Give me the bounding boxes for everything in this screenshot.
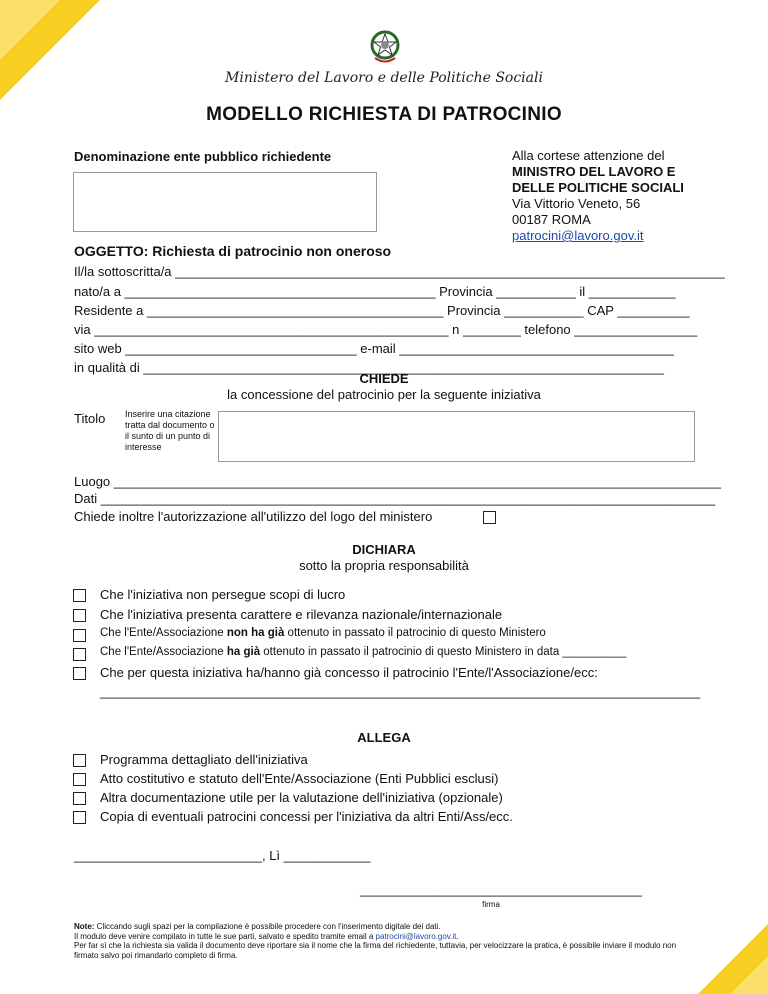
- dichiara-subheading: sotto la propria responsabilità: [299, 558, 469, 573]
- address-line: MINISTRO DEL LAVORO E: [512, 164, 676, 179]
- dichiara-item: [100, 627, 546, 639]
- field-sottoscritto[interactable]: Il/la sottoscritta/a ____________________________________________________________________________: [74, 264, 725, 279]
- allega-item: Atto costitutivo e statuto dell'Ente/Associazione (Enti Pubblici esclusi): [100, 771, 499, 786]
- email-link[interactable]: patrocini@lavoro.gov.it: [512, 228, 644, 243]
- signature-field[interactable]: _______________________________________: [360, 882, 642, 897]
- address-line: 00187 ROMA: [512, 212, 591, 227]
- allega-heading: ALLEGA: [357, 730, 411, 745]
- item-emphasis: non ha già: [226, 627, 285, 639]
- note-text: Per far sì che la richiesta sia valida il documento deve riportare sia il nome che la firma del richiedente, tuttavia, per velocizzare la pratica, è possibile inviare il modulo non firmato salvo poi rimandarlo completo di firma.: [74, 941, 677, 960]
- field-nato[interactable]: nato/a a ___________________________________________ Provincia ___________ il ____________: [74, 284, 676, 299]
- field-dati[interactable]: Dati _____________________________________________________________________________________: [74, 491, 716, 506]
- allega-item: Programma dettagliato dell'iniziativa: [100, 752, 308, 767]
- ministry-name: Ministero del Lavoro e delle Politiche Sociali: [225, 70, 543, 86]
- place-date-field[interactable]: __________________________, Lì ____________: [74, 848, 371, 863]
- corner-decoration-bottom-right-inner: [730, 956, 768, 994]
- address-line: DELLE POLITICHE SOCIALI: [512, 180, 684, 195]
- field-residente[interactable]: Residente a _________________________________________ Provincia ___________ CAP __________: [74, 303, 690, 318]
- dichiara-item: [100, 646, 626, 658]
- titolo-hint: Inserire una citazione tratta dal documento o il sunto di un punto di interesse: [125, 409, 215, 452]
- checkbox-rilevanza[interactable]: [73, 609, 86, 622]
- item-emphasis: ha già: [226, 646, 261, 658]
- checkbox-altri-patrocini[interactable]: [73, 667, 86, 680]
- page-title: MODELLO RICHIESTA DI PATROCINIO: [206, 104, 562, 125]
- address-line: Alla cortese attenzione del: [512, 148, 665, 163]
- field-qualita[interactable]: in qualità di ________________________________________________________________________: [74, 360, 664, 375]
- checkbox-atto-costitutivo[interactable]: [73, 773, 86, 786]
- denomination-label: Denominazione ente pubblico richiedente: [74, 149, 332, 164]
- subject-heading: OGGETTO: Richiesta di patrocinio non oneroso: [74, 243, 392, 259]
- corner-decoration-top-left-inner: [0, 0, 60, 60]
- field-luogo[interactable]: Luogo ____________________________________________________________________________________: [74, 474, 722, 489]
- footer-note: [74, 922, 698, 960]
- note-text: .: [456, 931, 459, 941]
- item-text: ottenuto in passato il patrocinio di questo Ministero in data __________: [260, 646, 627, 658]
- dichiara-item: Che per questa iniziativa ha/hanno già concesso il patrocinio l'Ente/l'Associazione/ecc:: [100, 665, 598, 680]
- field-sito-web[interactable]: sito web ________________________________ e-mail ______________________________________: [74, 341, 675, 356]
- field-via[interactable]: via _________________________________________________ n ________ telefono _________________: [74, 322, 698, 337]
- checkbox-programma[interactable]: [73, 754, 86, 767]
- note-text: Cliccando sugli spazi per la compilazione è possibile procedere con l'inserimento digitale dei dati.: [94, 922, 441, 931]
- item-text: ottenuto in passato il patrocinio di questo Ministero: [284, 627, 546, 639]
- allega-item: Altra documentazione utile per la valutazione dell'iniziativa (opzionale): [100, 790, 503, 805]
- titolo-label: Titolo: [74, 411, 106, 426]
- logo-request-checkbox[interactable]: [483, 511, 496, 524]
- dichiara-item: Che l'iniziativa presenta carattere e rilevanza nazionale/internazionale: [100, 607, 503, 622]
- note-label: Note:: [74, 922, 95, 931]
- signature-label: firma: [482, 900, 500, 909]
- item-text: Che l'Ente/Associazione: [100, 627, 227, 639]
- checkbox-no-profit[interactable]: [73, 589, 86, 602]
- allega-item: Copia di eventuali patrocini concessi per l'iniziativa da altri Enti/Ass/ecc.: [100, 809, 513, 824]
- checkbox-altra-documentazione[interactable]: [73, 792, 86, 805]
- checkbox-copia-patrocini[interactable]: [73, 811, 86, 824]
- note-text: Il modulo deve venire compilato in tutte le sue parti, salvato e spedito tramite email a: [74, 931, 376, 941]
- field-altri-patrocini[interactable]: ___________________________________________________________________________________: [100, 684, 701, 699]
- address-line: Via Vittorio Veneto, 56: [512, 196, 641, 211]
- checkbox-ha-gia[interactable]: [73, 648, 86, 661]
- recipient-address: [512, 148, 684, 244]
- note-email-link[interactable]: patrocini@lavoro.gov.it: [375, 931, 457, 941]
- logo-request-label: Chiede inoltre l'autorizzazione all'utilizzo del logo del ministero: [74, 509, 433, 524]
- checkbox-non-ha-gia[interactable]: [73, 629, 86, 642]
- emblem-icon: [370, 30, 400, 66]
- chiede-heading: CHIEDE: [359, 371, 409, 386]
- denomination-field[interactable]: [73, 172, 377, 232]
- dichiara-item: Che l'iniziativa non persegue scopi di lucro: [100, 587, 346, 602]
- item-text: Che l'Ente/Associazione: [100, 646, 227, 658]
- dichiara-heading: DICHIARA: [352, 542, 416, 557]
- titolo-field[interactable]: [218, 411, 695, 462]
- chiede-subheading: la concessione del patrocinio per la seguente iniziativa: [227, 387, 541, 402]
